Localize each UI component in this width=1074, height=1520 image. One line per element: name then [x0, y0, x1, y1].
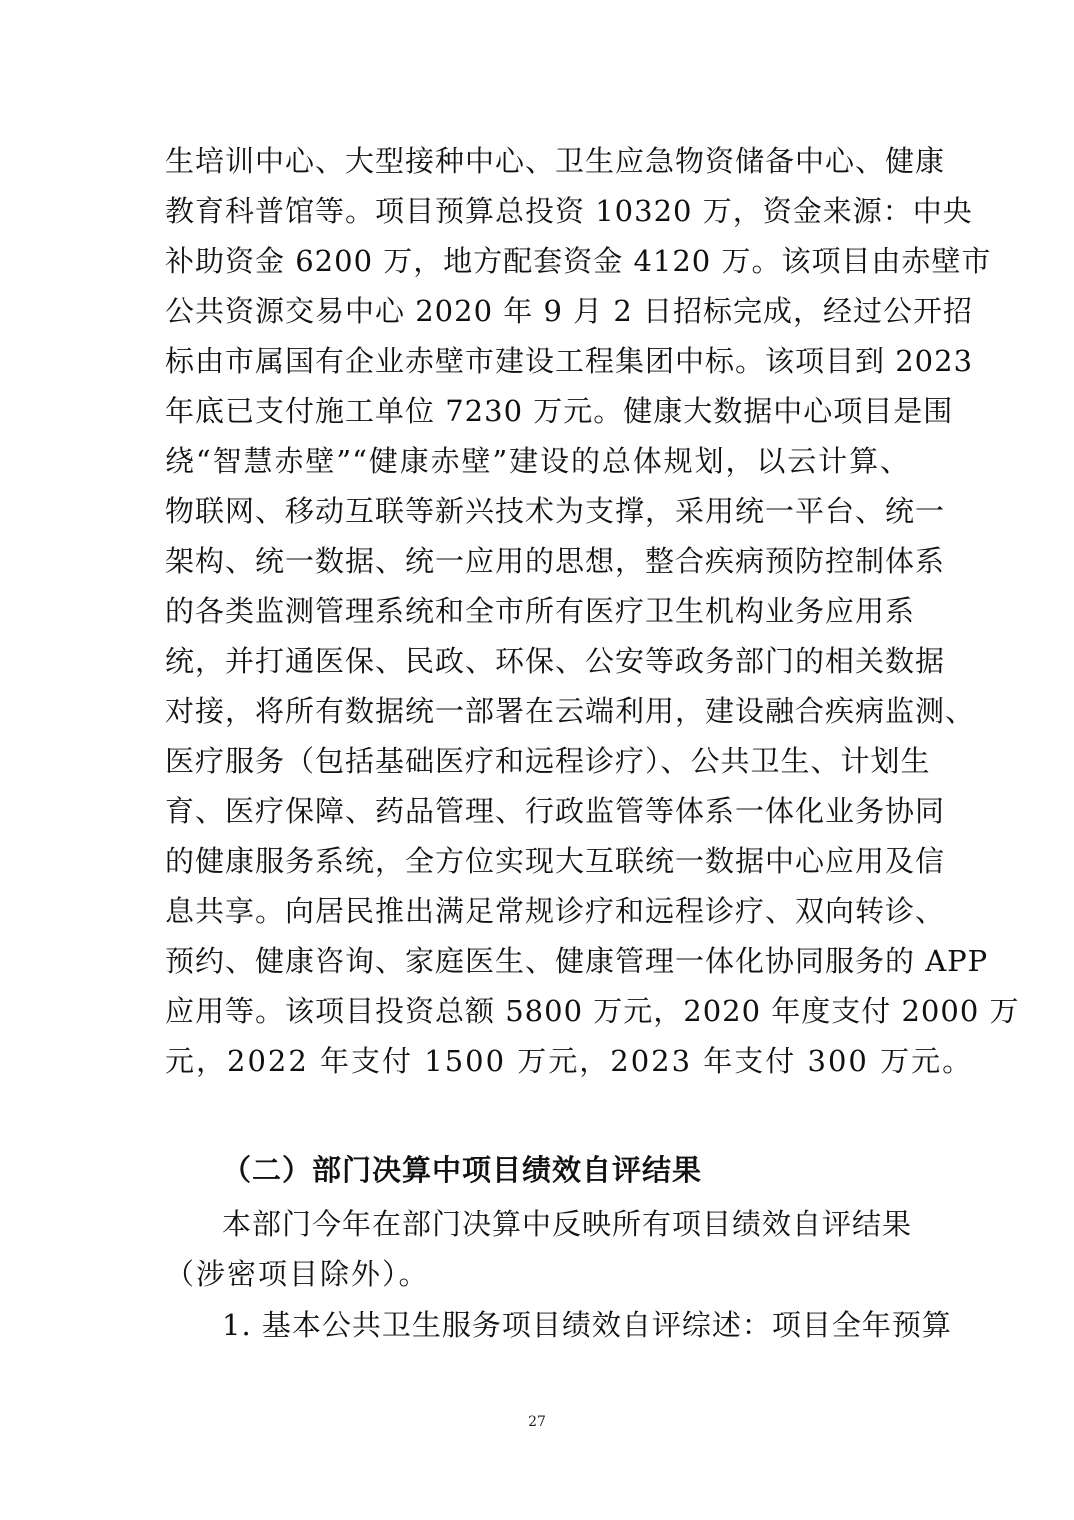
body-text-line: 架构、统一数据、统一应用的思想，整合疾病预防控制体系: [165, 544, 946, 578]
body-text-line: 医疗服务（包括基础医疗和远程诊疗）、公共卫生、计划生: [165, 744, 931, 778]
body-text-line: 绕“智慧赤壁”“健康赤壁”建设的总体规划，以云计算、: [165, 444, 910, 478]
body-text-line: 对接，将所有数据统一部署在云端利用，建设融合疾病监测、: [165, 694, 976, 728]
body-text-line: 1. 基本公共卫生服务项目绩效自评综述：项目全年预算: [222, 1308, 952, 1342]
body-text-line: 年底已支付施工单位 7230 万元。健康大数据中心项目是围: [165, 394, 954, 428]
body-text-line: （涉密项目除外）。: [165, 1257, 430, 1291]
page-number: 27: [528, 1414, 546, 1430]
body-text-line: 应用等。该项目投资总额 5800 万元，2020 年度支付 2000 万: [165, 994, 1020, 1028]
body-text-line: 统，并打通医保、民政、环保、公安等政务部门的相关数据: [165, 644, 946, 678]
body-text-line: 元，2022 年支付 1500 万元，2023 年支付 300 万元。: [165, 1044, 974, 1078]
body-text-line: 公共资源交易中心 2020 年 9 月 2 日招标完成，经过公开招: [165, 294, 974, 328]
section-heading: （二）部门决算中项目绩效自评结果: [222, 1153, 703, 1187]
body-text-line: 生培训中心、大型接种中心、卫生应急物资储备中心、健康: [165, 144, 946, 178]
body-text-line: 的各类监测管理系统和全市所有医疗卫生机构业务应用系: [165, 594, 916, 628]
body-text-line: 息共享。向居民推出满足常规诊疗和远程诊疗、双向转诊、: [165, 894, 946, 928]
body-text-line: 的健康服务系统，全方位实现大互联统一数据中心应用及信: [165, 844, 946, 878]
body-text-line: 预约、健康咨询、家庭医生、健康管理一体化协同服务的 APP: [165, 944, 989, 978]
body-text-line: 物联网、移动互联等新兴技术为支撑，采用统一平台、统一: [165, 494, 946, 528]
body-text-line: 本部门今年在部门决算中反映所有项目绩效自评结果: [222, 1207, 913, 1241]
body-text-line: 标由市属国有企业赤壁市建设工程集团中标。该项目到 2023: [165, 344, 974, 378]
body-text-line: 教育科普馆等。项目预算总投资 10320 万，资金来源：中央: [165, 194, 973, 228]
body-text-line: 补助资金 6200 万，地方配套资金 4120 万。该项目由赤壁市: [165, 244, 992, 278]
body-text-line: 育、医疗保障、药品管理、行政监管等体系一体化业务协同: [165, 794, 946, 828]
